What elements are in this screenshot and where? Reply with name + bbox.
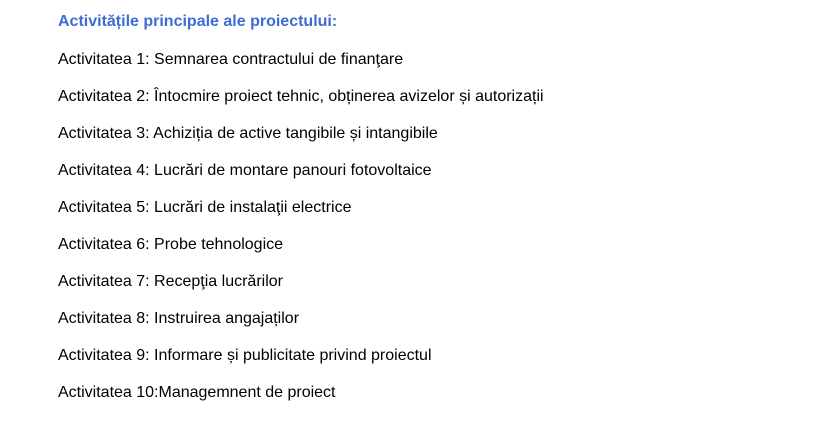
page-title: Activitățile principale ale proiectului: <box>58 13 338 30</box>
activity-line-7: Activitatea 7: Recepţia lucrărilor <box>58 273 283 290</box>
activity-line-6: Activitatea 6: Probe tehnologice <box>58 236 284 253</box>
activity-line-4: Activitatea 4: Lucrări de montare panouri fotovoltaice <box>58 162 432 179</box>
activity-line-2: Activitatea 2: Întocmire proiect tehnic, obținerea avizelor și autorizații <box>58 88 544 105</box>
activity-line-3: Activitatea 3: Achiziția de active tangibile și intangibile <box>58 125 438 142</box>
activity-line-5: Activitatea 5: Lucrări de instalaţii electrice <box>58 199 352 216</box>
activity-line-9: Activitatea 9: Informare și publicitate privind proiectul <box>58 347 432 364</box>
activity-line-1: Activitatea 1: Semnarea contractului de finanţare <box>58 51 404 68</box>
activity-line-8: Activitatea 8: Instruirea angajaților <box>58 310 300 327</box>
activity-line-10: Activitatea 10:Managemnent de proiect <box>58 384 336 401</box>
